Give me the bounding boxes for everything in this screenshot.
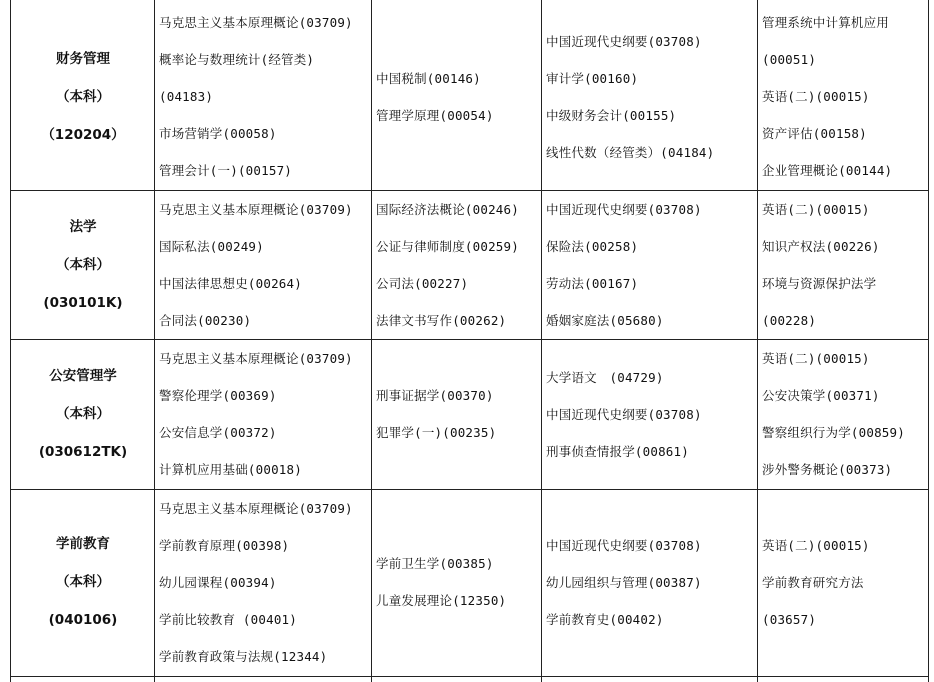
course-item: 公司法(00227): [376, 276, 469, 291]
major-level: （本科）: [56, 257, 110, 273]
course-item: (03657): [762, 612, 817, 627]
column-divider: [541, 0, 542, 682]
column-divider: [371, 0, 372, 682]
row-divider: [10, 489, 928, 490]
course-list: [546, 191, 702, 339]
course-item: 知识产权法(00226): [762, 239, 880, 254]
course-item: 中国法律思想史(00264): [159, 276, 302, 291]
major-code: (040106): [48, 612, 118, 628]
course-item: 刑事侦查情报学(00861): [546, 444, 689, 459]
course-item: 英语(二)(00015): [762, 351, 870, 366]
course-item: 中国近现代史纲要(03708): [546, 538, 702, 553]
course-item: 幼儿园组织与管理(00387): [546, 575, 702, 590]
major-cell: [23, 208, 143, 322]
course-item: 中国税制(00146): [376, 71, 481, 86]
course-item: 警察伦理学(00369): [159, 388, 277, 403]
course-item: 刑事证据学(00370): [376, 388, 494, 403]
course-item: 国际私法(00249): [159, 239, 264, 254]
course-list: [762, 340, 905, 488]
course-item: 学前教育政策与法规(12344): [159, 649, 328, 664]
course-item: 儿童发展理论(12350): [376, 593, 507, 608]
course-item: 犯罪学(一)(00235): [376, 425, 497, 440]
course-list: [762, 191, 880, 339]
course-item: 市场营销学(00058): [159, 126, 277, 141]
major-code: (030612TK): [38, 444, 128, 460]
major-code: （120204）: [41, 127, 125, 143]
course-item: 涉外警务概论(00373): [762, 462, 893, 477]
major-name: 财务管理: [56, 51, 110, 67]
course-item: 学前教育研究方法: [762, 575, 864, 590]
course-item: 中国近现代史纲要(03708): [546, 202, 702, 217]
course-item: 幼儿园课程(00394): [159, 575, 277, 590]
major-level: （本科）: [56, 406, 110, 422]
major-name: 公安管理学: [49, 368, 117, 384]
course-item: 资产评估(00158): [762, 126, 867, 141]
course-item: 管理学原理(00054): [376, 108, 494, 123]
table-border-left: [10, 0, 11, 682]
major-name: 法学: [69, 219, 97, 235]
course-item: 英语(二)(00015): [762, 89, 870, 104]
course-list: [159, 4, 353, 189]
course-item: 大学语文 (04729): [546, 370, 664, 385]
column-divider: [154, 0, 155, 682]
course-item: 学前教育史(00402): [546, 612, 664, 627]
major-level: （本科）: [56, 89, 110, 105]
course-item: 企业管理概论(00144): [762, 163, 893, 178]
course-item: 计算机应用基础(00018): [159, 462, 302, 477]
major-cell: [23, 40, 143, 154]
course-item: 保险法(00258): [546, 239, 639, 254]
course-list: [376, 545, 506, 619]
course-item: 线性代数（经管类）(04184): [546, 145, 715, 160]
course-item: 审计学(00160): [546, 71, 639, 86]
course-list: [376, 377, 496, 451]
course-list: [762, 527, 870, 638]
course-item: 婚姻家庭法(05680): [546, 313, 664, 328]
course-item: 中国近现代史纲要(03708): [546, 407, 702, 422]
course-item: 学前教育原理(00398): [159, 538, 290, 553]
course-item: 中级财务会计(00155): [546, 108, 677, 123]
course-item: 公证与律师制度(00259): [376, 239, 519, 254]
course-item: 管理会计(一)(00157): [159, 163, 293, 178]
major-cell: [23, 525, 143, 639]
course-item: (00228): [762, 313, 817, 328]
course-item: 学前卫生学(00385): [376, 556, 494, 571]
major-level: （本科）: [56, 574, 110, 590]
course-item: 管理系统中计算机应用: [762, 15, 890, 30]
course-list: [546, 527, 702, 638]
major-name: 学前教育: [56, 536, 110, 552]
course-item: 马克思主义基本原理概论(03709): [159, 501, 353, 516]
course-item: 学前比较教育 (00401): [159, 612, 298, 627]
course-item: 合同法(00230): [159, 313, 252, 328]
course-list: [546, 359, 702, 470]
course-item: 公安决策学(00371): [762, 388, 880, 403]
course-list: [159, 490, 353, 675]
course-list: [376, 191, 519, 339]
major-cell: [23, 357, 143, 471]
course-list: [159, 340, 353, 488]
column-divider: [757, 0, 758, 682]
course-item: 马克思主义基本原理概论(03709): [159, 351, 353, 366]
course-item: 国际经济法概论(00246): [376, 202, 519, 217]
course-item: 马克思主义基本原理概论(03709): [159, 15, 353, 30]
course-item: 英语(二)(00015): [762, 202, 870, 217]
course-item: 劳动法(00167): [546, 276, 639, 291]
course-item: 公安信息学(00372): [159, 425, 277, 440]
course-item: 马克思主义基本原理概论(03709): [159, 202, 353, 217]
major-code: (030101K): [43, 295, 123, 311]
table-border-right: [928, 0, 929, 682]
course-list: [546, 23, 714, 171]
course-item: 法律文书写作(00262): [376, 313, 507, 328]
course-item: (00051): [762, 52, 817, 67]
course-item: 警察组织行为学(00859): [762, 425, 905, 440]
course-item: 英语(二)(00015): [762, 538, 870, 553]
row-divider: [10, 676, 928, 677]
course-list: [762, 4, 892, 189]
course-item: (04183): [159, 89, 214, 104]
course-item: 中国近现代史纲要(03708): [546, 34, 702, 49]
course-item: 概率论与数理统计(经管类): [159, 52, 315, 67]
course-item: 环境与资源保护法学: [762, 276, 877, 291]
course-list: [159, 191, 353, 339]
course-list: [376, 60, 494, 134]
